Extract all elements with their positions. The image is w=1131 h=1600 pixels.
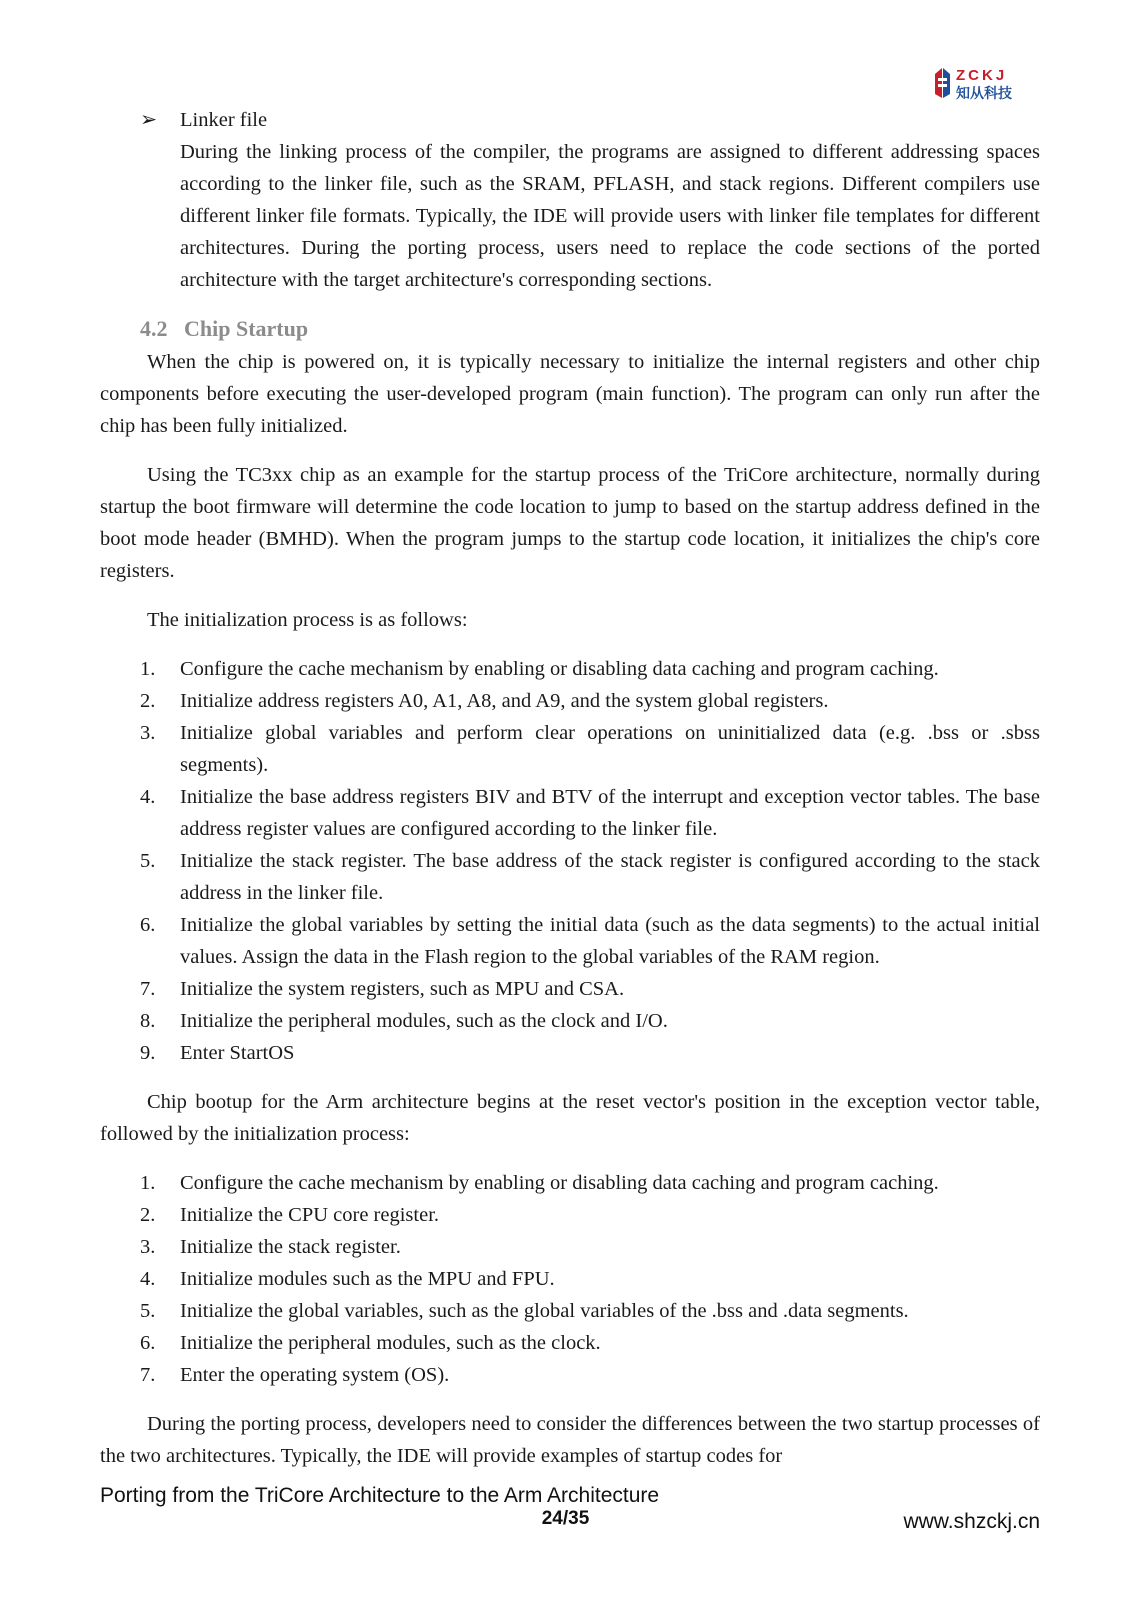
linker-bullet xyxy=(100,104,1040,136)
paragraph-arm-bootup: Chip bootup for the Arm architecture begins at the reset vector's position in the exception vector table, followed by the initialization process: xyxy=(100,1091,1040,1145)
paragraph-porting: During the porting process, developers need to consider the differences between the two startup processes of the two architectures. Typically, the IDE will provide examples of startup codes for xyxy=(100,1413,1040,1467)
linker-title: Linker file xyxy=(180,109,268,131)
list-item: 3. Initialize global variables and perform clear operations on uninitialized data (e.g. .bss or .sbss segments). xyxy=(140,722,1040,776)
list-item: 7. Initialize the system registers, such as MPU and CSA. xyxy=(140,978,625,1000)
list-item: 4. Initialize modules such as the MPU and FPU. xyxy=(140,1268,555,1290)
website-link[interactable]: www.shzckj.cn xyxy=(903,1510,1040,1533)
paragraph-init-intro: The initialization process is as follows: xyxy=(147,609,468,631)
arrow-bullet-icon: ➢ xyxy=(140,109,158,131)
page-number: 24/35 xyxy=(541,1508,590,1529)
paragraph-power-on: When the chip is powered on, it is typically necessary to initialize the internal registers and other chip components before executing the user-developed program (main function). The program can only run after the chip has been fully initialized. xyxy=(100,351,1040,437)
list-item: 6. Initialize the peripheral modules, such as the clock. xyxy=(140,1332,601,1354)
list-item: 8. Initialize the peripheral modules, such as the clock and I/O. xyxy=(140,1010,668,1032)
list-item: 1. Configure the cache mechanism by enabling or disabling data caching and program caching. xyxy=(140,658,939,680)
page-body xyxy=(100,104,1040,1472)
list-item: 7. Enter the operating system (OS). xyxy=(140,1364,450,1386)
list-item: 6. Initialize the global variables by setting the initial data (such as the data segments) to the actual initial values. Assign the data in the Flash region to the global variables of the RAM region. xyxy=(140,914,1040,968)
list-item: 2. Initialize address registers A0, A1, A8, and A9, and the system global registers. xyxy=(140,690,829,712)
section-heading: 4.2 Chip Startup xyxy=(140,316,309,341)
list-item: 1. Configure the cache mechanism by enabling or disabling data caching and program caching. xyxy=(140,1172,939,1194)
company-logo xyxy=(932,64,1042,106)
linker-body: During the linking process of the compiler, the programs are assigned to different addressing spaces according to the linker file, such as the SRAM, PFLASH, and stack regions. Different compilers use different linker file formats. Typically, the IDE will provide users with linker file templates for different architectures. During the porting process, users need to replace the code sections of the ported architecture with the target architecture's corresponding sections. xyxy=(180,141,1040,291)
svg-text:ZCKJ: ZCKJ xyxy=(956,67,1008,84)
paragraph-tc3xx: Using the TC3xx chip as an example for the startup process of the TriCore architecture, normally during startup the boot firmware will determine the code location to jump to based on the startup address defined in the boot mode header (BMHD). When the program jumps to the startup code location, it initializes the chip's core registers. xyxy=(100,464,1040,582)
tricore-steps-list xyxy=(100,653,1040,1069)
list-item: 9. Enter StartOS xyxy=(140,1042,295,1064)
footer-title: Porting from the TriCore Architecture to the Arm Architecture xyxy=(100,1484,660,1507)
list-item: 3. Initialize the stack register. xyxy=(140,1236,401,1258)
arm-steps-list xyxy=(100,1167,1040,1391)
list-item: 5. Initialize the stack register. The base address of the stack register is configured according to the stack address in the linker file. xyxy=(140,850,1040,904)
list-item: 5. Initialize the global variables, such as the global variables of the .bss and .data segments. xyxy=(140,1300,909,1322)
zckj-logo-icon xyxy=(932,64,1042,106)
list-item: 4. Initialize the base address registers BIV and BTV of the interrupt and exception vector tables. The base address register values are configured according to the linker file. xyxy=(140,786,1040,840)
list-item: 2. Initialize the CPU core register. xyxy=(140,1204,440,1226)
svg-text:知从科技: 知从科技 xyxy=(956,86,1012,102)
